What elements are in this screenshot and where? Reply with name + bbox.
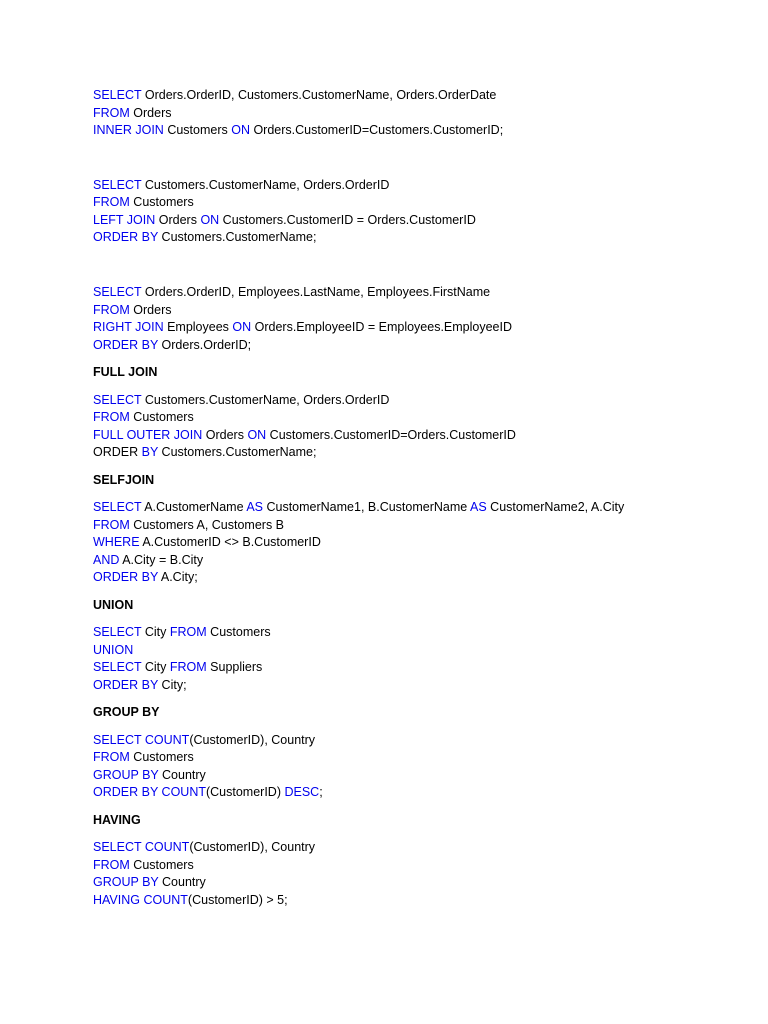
code-line [93,499,733,517]
sql-block-left-join [93,177,733,247]
sql-keyword: INNER JOIN [93,123,164,137]
sql-keyword: AS [470,500,487,514]
sql-keyword: ORDER BY COUNT [93,785,206,799]
code-line [93,392,733,410]
code-line [93,337,733,355]
code-line [93,569,733,587]
sql-keyword: FROM [93,517,130,532]
sql-block-selfjoin [93,499,733,587]
sql-keyword: HAVING COUNT [93,892,188,907]
sql-text: Suppliers [206,660,263,674]
sql-keyword: FROM [93,750,130,764]
sql-keyword: RIGHT JOIN [93,320,164,334]
sql-text: CustomerName2, A.City [486,500,625,514]
code-line [93,677,733,695]
sql-text: City; [158,677,187,692]
sql-keyword: ORDER BY [93,337,159,352]
sql-text: A.City; [158,570,198,584]
sql-text: City [141,625,170,639]
sql-keyword: FROM [93,195,130,209]
section-heading-selfjoin: SELFJOIN [93,472,155,487]
sql-keyword: ON [231,123,250,137]
sql-keyword: SELECT COUNT [93,732,190,747]
section-heading-group-by: GROUP BY [93,705,160,719]
sql-keyword: ON [232,320,252,334]
sql-text: Customers.CustomerName, Orders.OrderID [141,177,390,192]
sql-text: Customers [129,750,194,764]
code-line [93,624,733,642]
code-line [93,212,733,230]
code-line [93,552,733,570]
sql-keyword: UNION [93,642,134,657]
code-line [93,732,733,750]
sql-text: Orders.CustomerID=Customers.CustomerID; [249,123,504,137]
document-page [93,87,733,909]
section-heading-having: HAVING [93,812,141,827]
code-line [93,839,733,857]
sql-block-group-by [93,732,733,802]
sql-keyword: ON [247,427,267,442]
sql-text: Customers [129,857,194,872]
code-line [93,444,733,462]
sql-keyword: AND [93,552,120,567]
section-heading-union: UNION [93,597,134,612]
sql-text: Customers [163,123,232,137]
code-line [93,229,733,247]
sql-text: (CustomerID) > 5; [187,892,288,907]
code-line [93,659,733,677]
sql-text: A.CustomerID <> B.CustomerID [139,535,321,549]
sql-keyword: SELECT [93,625,142,639]
sql-keyword: FROM [93,302,130,317]
sql-keyword: SELECT [93,660,142,674]
code-line [93,194,733,212]
code-line [93,302,733,320]
sql-block-having [93,839,733,909]
sql-text: Orders.EmployeeID = Employees.EmployeeID [251,320,513,334]
code-line [93,122,733,140]
code-line [93,517,733,535]
sql-keyword: GROUP BY [93,767,159,782]
code-line [93,409,733,427]
code-line [93,874,733,892]
sql-text: Orders [129,105,172,120]
code-line [93,642,733,660]
sql-keyword: LEFT JOIN [93,212,156,227]
sql-keyword: ORDER BY [93,570,159,584]
sql-keyword: SELECT COUNT [93,840,190,854]
code-line [93,749,733,767]
sql-keyword: SELECT [93,285,142,299]
sql-keyword: AS [246,500,263,514]
sql-keyword: WHERE [93,535,140,549]
sql-text: Country [158,767,206,782]
sql-text: Customers.CustomerName; [158,230,317,244]
sql-keyword: FROM [169,660,207,674]
sql-text: Customers [129,195,194,209]
sql-text: City [141,660,170,674]
sql-text: Customers.CustomerID=Orders.CustomerID [266,427,516,442]
sql-text: Country [158,875,206,889]
sql-keyword: GROUP BY [93,875,159,889]
sql-keyword: FROM [93,857,130,872]
sql-keyword: ON [200,212,220,227]
code-line [93,177,733,195]
sql-keyword: SELECT [93,177,142,192]
sql-text: Orders.OrderID; [158,337,252,352]
sql-keyword: DESC [284,785,320,799]
sql-text: A.City = B.City [119,552,204,567]
sql-keyword: FROM [169,625,207,639]
code-line [93,105,733,123]
sql-text: Customers [129,410,194,424]
sql-text: (CustomerID), Country [189,732,316,747]
sql-text: CustomerName1, B.CustomerName [263,500,471,514]
code-line [93,284,733,302]
sql-text: Customers.CustomerName; [158,445,317,459]
code-line [93,427,733,445]
sql-text: Customers.CustomerID = Orders.CustomerID [219,212,476,227]
section-heading-full-join: FULL JOIN [93,365,158,379]
sql-text: Customers A, Customers B [129,517,285,532]
code-line [93,767,733,785]
sql-text: ; [319,785,323,799]
sql-text: (CustomerID) [205,785,285,799]
sql-block-union [93,624,733,694]
sql-keyword: ORDER BY [93,230,159,244]
sql-keyword: FROM [93,105,130,120]
sql-text: Customers [206,625,271,639]
sql-keyword: BY [141,445,159,459]
code-line [93,319,733,337]
code-line [93,534,733,552]
code-line [93,784,733,802]
sql-text: Orders [202,427,248,442]
sql-text: Customers.CustomerName, Orders.OrderID [141,392,390,407]
sql-keyword: ORDER BY [93,677,159,692]
sql-block-inner-join [93,87,733,140]
sql-text: (CustomerID), Country [189,840,316,854]
sql-text: Orders [155,212,201,227]
sql-keyword: SELECT [93,392,142,407]
sql-text: Employees [163,320,233,334]
code-line [93,892,733,910]
sql-keyword: FROM [93,410,130,424]
sql-keyword: SELECT [93,500,142,514]
sql-block-full-join [93,392,733,462]
code-line [93,87,733,105]
sql-text: Orders [129,302,172,317]
sql-text: A.CustomerName [141,500,247,514]
sql-keyword: SELECT [93,88,142,102]
sql-block-right-join [93,284,733,354]
sql-text: Orders.OrderID, Employees.LastName, Employees.FirstName [141,285,491,299]
sql-text: ORDER [93,445,142,459]
code-line [93,857,733,875]
sql-keyword: FULL OUTER JOIN [93,427,203,442]
sql-text: Orders.OrderID, Customers.CustomerName, Orders.OrderDate [141,88,497,102]
